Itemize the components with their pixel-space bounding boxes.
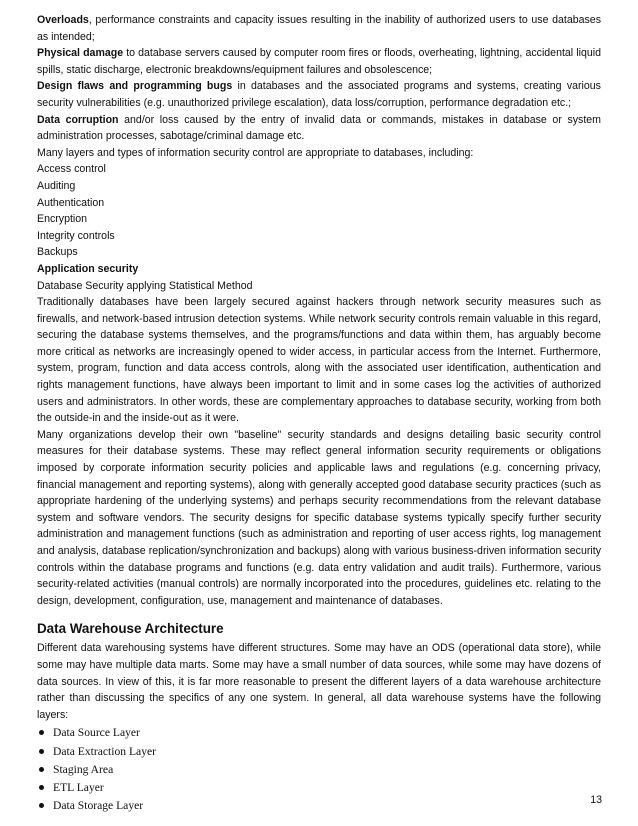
list-item xyxy=(37,743,601,761)
list-item xyxy=(37,724,601,742)
control-integrity-controls: Integrity controls xyxy=(37,229,115,242)
application-security-label: Application security xyxy=(37,262,139,275)
threat-term: Design flaws and programming bugs xyxy=(37,80,233,93)
paragraph-traditional-security: Traditionally databases have been largely secured against hackers through network security measures such as firewalls, and network-based intrusion detection systems. While network security controls remain valuable in this regard, securing the database systems themselves, and the programs/functions and data within them, has arguably become more critical as networks are increasingly opened to wider access, in particular access from the Internet. Furthermore, system, program, function and data access controls, along with the associated user identification, authentication and rights management functions, have always been important to limit and in some cases log the activities of authorized users and administrators. In other words, these are complementary approaches to database security, working from both the outside-in and the inside-out as it were. xyxy=(37,296,601,425)
section-heading-data-warehouse: Data Warehouse Architecture xyxy=(37,621,224,637)
controls-intro: Many layers and types of information security control are appropriate to databases, including: xyxy=(37,146,474,159)
layer-label: Data Extraction Layer xyxy=(53,744,157,758)
layer-label: Staging Area xyxy=(53,762,114,776)
bullet-icon xyxy=(39,749,44,754)
list-item xyxy=(37,761,601,779)
threat-description: and/or loss caused by the entry of invalid data or commands, mistakes in database or system administration processes, sabotage/criminal damage etc. xyxy=(37,113,602,143)
control-auditing: Auditing xyxy=(37,179,76,192)
document-page xyxy=(37,12,601,815)
control-encryption: Encryption xyxy=(37,213,88,226)
threat-description: in databases and the associated programs and systems, creating various security vulnerabilities (e.g. unauthorized privilege escalation), data loss/corruption, performance degradation etc.; xyxy=(37,80,601,109)
threat-overloads xyxy=(37,12,601,45)
threat-description: to database servers caused by computer room fires or floods, overheating, lightning, accidental liquid spills, static discharge, electronic breakdowns/equipment failures and obsolescence; xyxy=(37,47,601,76)
bullet-icon xyxy=(39,767,44,772)
bullet-icon xyxy=(39,803,44,808)
paragraph-data-warehouse: Different data warehousing systems have different structures. Some may have an ODS (operational data store), while some may have multiple data marts. Some may have a small number of data sources, while some may have dozens of data sources. In view of this, it is far more reasonable to present the different layers of a data warehouse architecture rather than discussing the specifics of any one system. In general, all data warehouse systems have the following layers: xyxy=(37,642,601,721)
page-number: 13 xyxy=(590,794,602,806)
threat-physical-damage xyxy=(37,45,601,78)
layer-label: ETL Layer xyxy=(53,780,104,794)
control-authentication: Authentication xyxy=(37,196,105,209)
layer-list xyxy=(37,724,601,815)
threat-term: Physical damage xyxy=(37,47,124,60)
paragraph-organizations-baseline: Many organizations develop their own "baseline" security standards and designs detailing basic security control measures for their database systems. These may reflect general information security requirements or obligations imposed by corporate information security policies and applicable laws and regulations (e.g. concerning privacy, financial management and reporting systems), along with generally accepted good database security practices (such as appropriate hardening of the underlying systems) and perhaps security recommendations from the relevant database system and software vendors. The security designs for specific database systems typically specify further security administration and management functions (such as administration and reporting of user access rights, log management and analysis, database replication/synchronization and backups) along with various business-driven information security controls within the database programs and functions (e.g. data entry validation and audit trails). Furthermore, various security-related activities (manual controls) are normally incorporated into the procedures, guidelines etc. relating to the design, development, configuration, use, management and maintenance of databases. xyxy=(37,428,601,607)
threat-design-flaws xyxy=(37,78,601,111)
control-access-control: Access control xyxy=(37,163,106,176)
list-item xyxy=(37,797,601,815)
layer-label: Data Storage Layer xyxy=(53,799,144,813)
list-item xyxy=(37,779,601,797)
threat-data-corruption xyxy=(37,112,601,145)
layer-label: Data Source Layer xyxy=(53,726,140,740)
application-security-heading xyxy=(37,261,601,278)
bullet-icon xyxy=(39,785,44,790)
statistical-method-line: Database Security applying Statistical Method xyxy=(37,279,253,292)
threat-term: Overloads xyxy=(37,14,89,26)
threat-term: Data corruption xyxy=(37,113,119,126)
control-backups: Backups xyxy=(37,246,78,259)
threat-description: , performance constraints and capacity issues resulting in the inability of authorized users to use databases as intended; xyxy=(37,14,601,43)
bullet-icon xyxy=(39,730,44,735)
